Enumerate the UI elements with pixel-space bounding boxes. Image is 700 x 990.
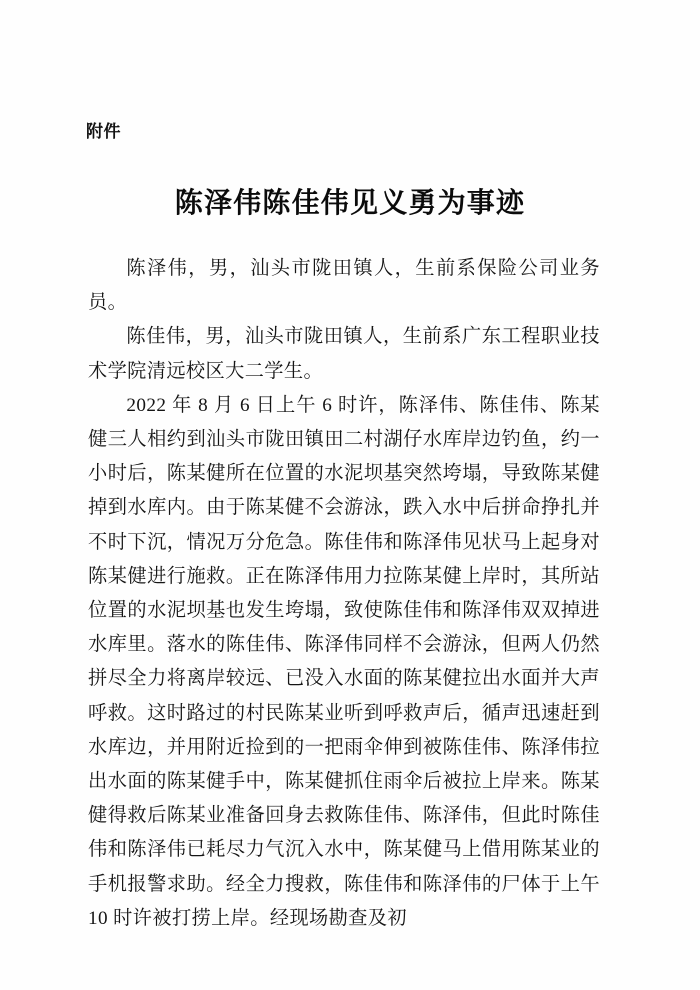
paragraph-incident-narrative: 2022 年 8 月 6 日上午 6 时许，陈泽伟、陈佳伟、陈某健三人相约到汕头市陇田镇田二村湖仔水库岸边钓鱼，约一小时后，陈某健所在位置的水泥坝基突然垮塌，导致陈某健掉到水库内。由于陈某健不会游泳，跌入水中后拼命挣扎并不时下沉，情况万分危急。陈佳伟和陈泽伟见状马上起身对陈某健进行施救。正在陈泽伟用力拉陈某健上岸时，其所站位置的水泥坝基也发生垮塌，致使陈佳伟和陈泽伟双双掉进水库里。落水的陈佳伟、陈泽伟同样不会游泳，但两人仍然拼尽全力将离岸较远、已没入水面的陈某健拉出水面并大声呼救。这时路过的村民陈某业听到呼救声后，循声迅速赶到水库边，并用附近捡到的一把雨伞伸到被陈佳伟、陈泽伟拉出水面的陈某健手中，陈某健抓住雨伞后被拉上岸来。陈某健得救后陈某业准备回身去救陈佳伟、陈泽伟，但此时陈佳伟和陈泽伟已耗尽力气沉入水中，陈某健马上借用陈某业的手机报警求助。经全力搜救，陈佳伟和陈泽伟的尸体于上午 10 时许被打捞上岸。经现场勘查及初	[88, 394, 600, 929]
attachment-label: 附件	[86, 122, 121, 141]
paragraph-chen-jiawei-bio: 陈佳伟，男，汕头市陇田镇人，生前系广东工程职业技术学院清远校区大二学生。	[88, 326, 600, 382]
document-body	[88, 252, 600, 936]
page-title: 陈泽伟陈佳伟见义勇为事迹	[174, 188, 526, 219]
paragraph-chen-zewei-bio: 陈泽伟，男，汕头市陇田镇人，生前系保险公司业务员。	[88, 258, 600, 314]
